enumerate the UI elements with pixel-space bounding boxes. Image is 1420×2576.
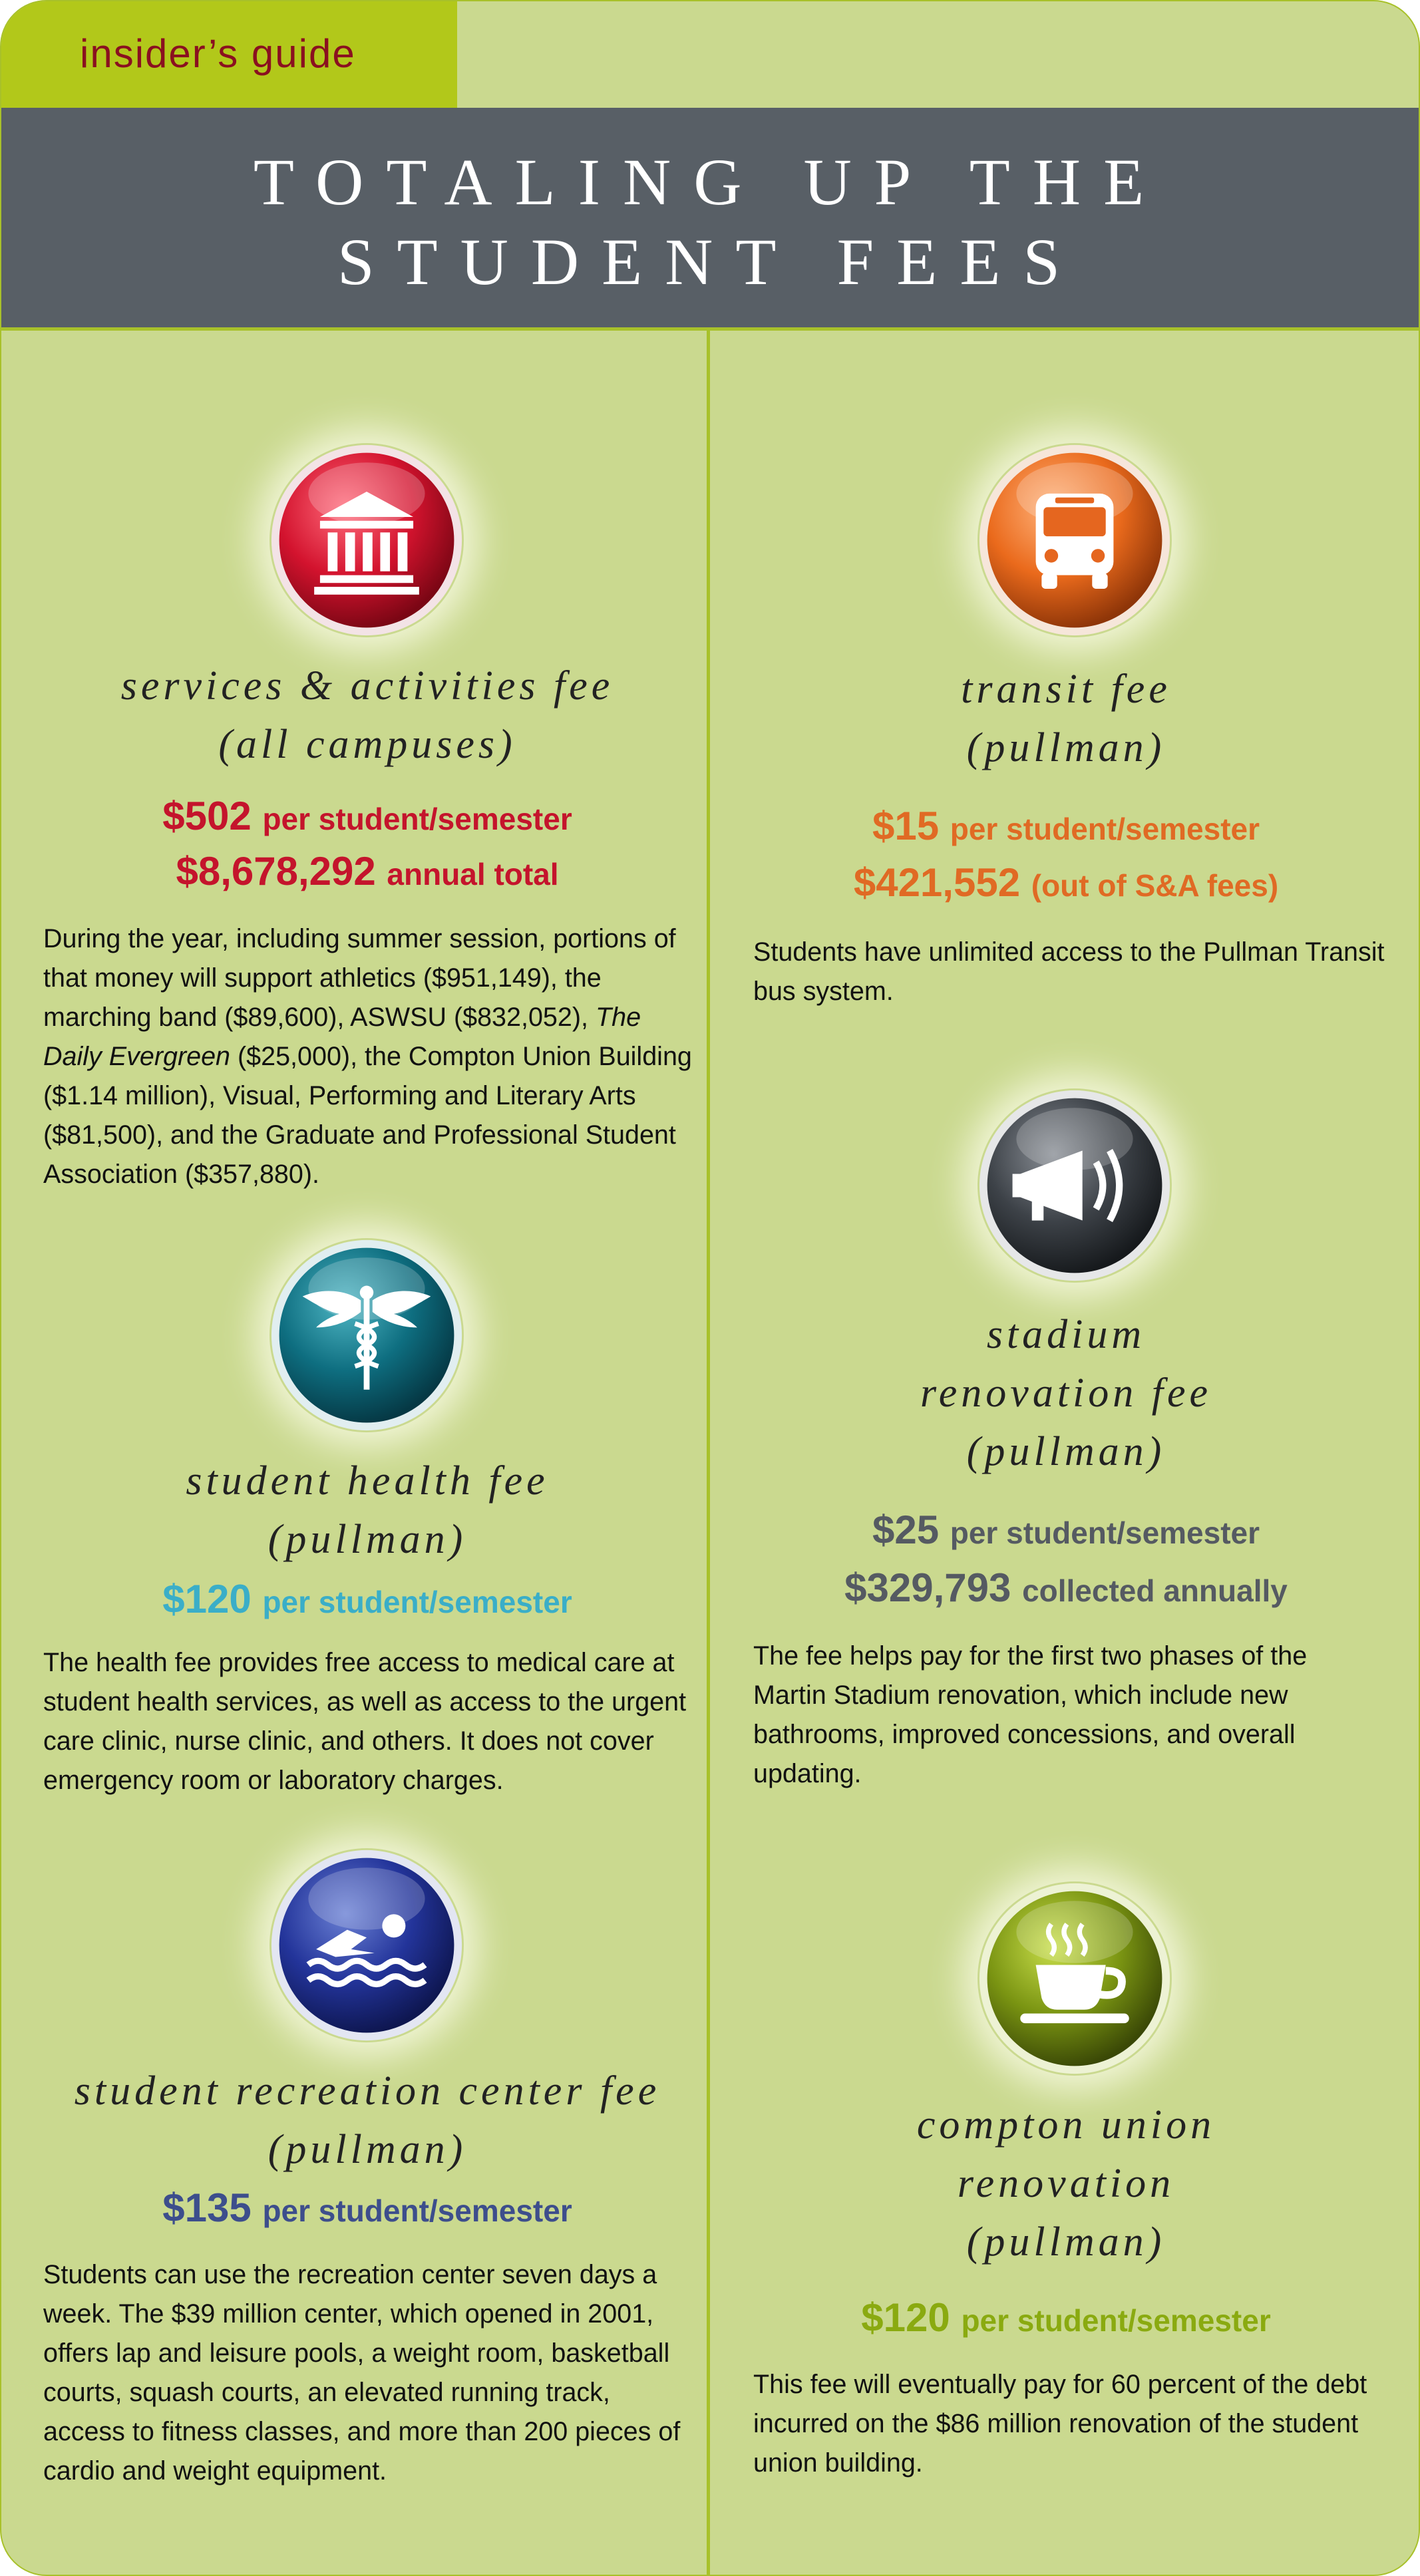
services-fee-title-line-1: services & activities fee: [120, 663, 614, 709]
services-fee-amount: $502: [162, 794, 252, 838]
transit-fee-description: Students have unlimited access to the Pullman Transit bus system.: [753, 937, 1385, 1006]
stadium-fee-unit: per student/semester: [950, 1516, 1260, 1550]
transit-fee-title-line-1: transit fee: [961, 667, 1171, 712]
swimmer-icon: [269, 1848, 464, 2042]
services-fee-description: [43, 919, 699, 1194]
page-title-line-1: TOTALING UP THE: [253, 145, 1167, 219]
union-fee-title-line-3: (pullman): [966, 2219, 1166, 2265]
union-fee-description: This fee will eventually pay for 60 percent of the debt incurred on the $86 million renovation of the student union building.: [753, 2370, 1367, 2478]
services-fee-annual-total: [28, 844, 707, 902]
stadium-fee-annual-amount: $329,793: [844, 1565, 1011, 1610]
column-divider: [707, 331, 710, 2575]
stadium-fee-title-line-3: (pullman): [966, 1429, 1166, 1474]
transit-fee-unit: per student/semester: [950, 812, 1260, 846]
bus-icon: [977, 443, 1172, 637]
publication-name: The Daily Evergreen: [43, 1003, 641, 1071]
services-fee-annual-unit: annual total: [387, 857, 559, 891]
recreation-fee-title: [28, 2062, 707, 2179]
page-title-line-2: STUDENT FEES: [337, 225, 1083, 299]
services-fee-semester-price: [28, 788, 707, 847]
health-fee-title-line-2: (pullman): [267, 1517, 467, 1562]
union-fee-unit: per student/semester: [961, 2303, 1271, 2338]
section-tab: [1, 1, 457, 108]
stadium-fee-annual-unit: collected annually: [1022, 1573, 1288, 1608]
caduceus-icon: [269, 1238, 464, 1432]
health-fee-title: [28, 1452, 707, 1569]
stadium-fee-description: The fee helps pay for the first two phases of the Martin Stadium renovation, which include new bathrooms, improved concessions, and overall updating.: [753, 1641, 1308, 1788]
recreation-fee-title-line-2: (pullman): [267, 2127, 467, 2172]
stadium-fee-title: [713, 1305, 1419, 1481]
union-fee-title-line-1: compton union: [916, 2102, 1216, 2148]
services-fee-unit: per student/semester: [262, 802, 572, 836]
section-tab-label: insider’s guide: [80, 31, 356, 76]
transit-fee-total-note: (out of S&A fees): [1031, 868, 1279, 903]
recreation-fee-description: Students can use the recreation center seven days a week. The $39 million center, which opened in 2001, offers lap and leisure pools, a weight room, basketball courts, squash courts, an elevated running track, access to fitness classes, and more than 200 pieces of cardio and weight equipment.: [43, 2260, 681, 2486]
services-fee-title-line-2: (all campuses): [218, 722, 516, 767]
union-fee-semester-price: [713, 2290, 1419, 2348]
transit-fee-total-amount: $421,552: [853, 860, 1021, 905]
transit-fee-semester-price: [713, 798, 1419, 857]
building-icon: [269, 443, 464, 637]
union-fee-title: [713, 2096, 1419, 2271]
health-fee-semester-price: [28, 1571, 707, 1630]
title-banner: [1, 108, 1419, 331]
services-fee-title: [28, 657, 707, 774]
services-fee-description-part-2: ($25,000), the Compton Union Building ($1.14 million), Visual, Performing and Literary Arts ($81,500), and the Graduate and Professional Student Association ($357,880).: [43, 1042, 692, 1189]
stadium-fee-amount: $25: [872, 1508, 940, 1552]
megaphone-icon: [977, 1088, 1172, 1283]
recreation-fee-amount: $135: [162, 2185, 252, 2230]
health-fee-title-line-1: student health fee: [186, 1458, 549, 1504]
transit-fee-total: [713, 855, 1419, 913]
health-fee-description: The health fee provides free access to medical care at student health services, as well as access to the urgent care clinic, nurse clinic, and others. It does not cover emergency room or laboratory charges.: [43, 1648, 687, 1795]
stadium-fee-semester-price: [713, 1502, 1419, 1561]
recreation-fee-semester-price: [28, 2180, 707, 2239]
recreation-fee-unit: per student/semester: [262, 2193, 572, 2228]
union-fee-title-line-2: renovation: [957, 2161, 1175, 2206]
coffee-cup-icon: [977, 1881, 1172, 2076]
services-fee-description-part-1: During the year, including summer session, portions of that money will support athletics ($951,149), the marching band ($89,600), ASWSU ($832,052),: [43, 924, 676, 1032]
union-fee-amount: $120: [861, 2295, 950, 2340]
stadium-fee-annual-total: [713, 1560, 1419, 1619]
health-fee-amount: $120: [162, 1577, 252, 1621]
transit-fee-title-line-2: (pullman): [966, 725, 1166, 770]
services-fee-annual-amount: $8,678,292: [176, 849, 376, 893]
stadium-fee-title-line-1: stadium: [986, 1312, 1146, 1357]
transit-fee-amount: $15: [872, 804, 940, 848]
recreation-fee-title-line-1: student recreation center fee: [74, 2068, 661, 2114]
transit-fee-title: [713, 660, 1419, 777]
stadium-fee-title-line-2: renovation fee: [920, 1370, 1212, 1416]
health-fee-unit: per student/semester: [262, 1585, 572, 1619]
